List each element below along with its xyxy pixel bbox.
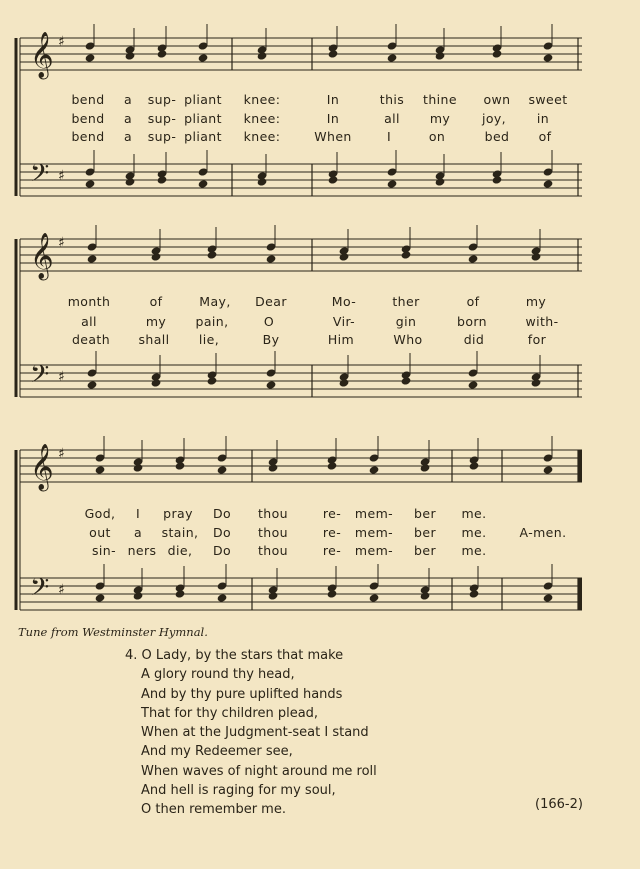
- note-head: [266, 380, 277, 389]
- lyric-syllable: my: [429, 111, 451, 126]
- note-head: [543, 53, 554, 62]
- lyric-syllable: out: [89, 525, 111, 540]
- lyric-syllable: Do: [212, 543, 232, 558]
- bass-clef-icon: 𝄢: [30, 573, 50, 608]
- lyric-syllable: thou: [258, 525, 288, 540]
- lyric-syllable: in: [536, 111, 550, 126]
- verse-line: When at the Judgment-seat I stand: [141, 725, 369, 741]
- lyric-syllable: thine: [423, 92, 457, 107]
- lyric-syllable: a: [123, 92, 133, 107]
- lyric-syllable: Him: [327, 332, 355, 347]
- note-head: [87, 254, 98, 263]
- note-head: [175, 589, 186, 598]
- lyric-syllable: for: [527, 332, 547, 347]
- lyric-syllable: bend: [71, 129, 105, 144]
- lyric-line: [0, 111, 640, 129]
- verse-4: [125, 646, 377, 820]
- tune-credit: Tune from Westminster Hymnal.: [18, 625, 208, 639]
- lyric-syllable: gin: [395, 314, 417, 329]
- lyric-syllable: with-: [525, 314, 559, 329]
- note-head: [125, 51, 136, 60]
- note-head: [151, 378, 162, 387]
- lyric-syllable: In: [326, 92, 340, 107]
- note-head: [401, 250, 412, 259]
- page-number: (166-2): [535, 797, 583, 812]
- note-head: [531, 252, 542, 261]
- lyric-syllable: all: [384, 111, 400, 126]
- lyric-syllable: on: [428, 129, 446, 144]
- lyric-syllable: sweet: [528, 92, 568, 107]
- note-head: [492, 175, 503, 184]
- lyric-syllable: born: [456, 314, 488, 329]
- lyric-syllable: bend: [71, 92, 105, 107]
- note-head: [492, 49, 503, 58]
- bass-clef-icon: 𝄢: [30, 159, 50, 194]
- verse-line: And my Redeemer see,: [141, 744, 293, 760]
- lyric-syllable: die,: [167, 543, 193, 558]
- verse-line: 4. O Lady, by the stars that make: [125, 648, 344, 663]
- note-head: [217, 465, 228, 474]
- lyric-syllable: In: [326, 111, 340, 126]
- lyric-syllable: pliant: [184, 111, 222, 126]
- lyric-syllable: all: [81, 314, 97, 329]
- note-head: [268, 591, 279, 600]
- lyric-syllable: sup-: [147, 111, 177, 126]
- lyric-line: [0, 525, 640, 543]
- lyric-syllable: knee:: [243, 92, 281, 107]
- note-head: [531, 378, 542, 387]
- note-head: [157, 175, 168, 184]
- note-head: [198, 179, 209, 188]
- lyric-syllable: Do: [212, 525, 232, 540]
- lyric-syllable: Who: [393, 332, 423, 347]
- lyric-syllable: Dear: [255, 294, 287, 309]
- lyric-line: [0, 543, 640, 561]
- note-head: [266, 254, 277, 263]
- note-head: [257, 177, 268, 186]
- key-signature-sharp: ♯: [58, 369, 65, 385]
- lyric-syllable: a: [123, 129, 133, 144]
- lyric-syllable: I: [135, 506, 141, 521]
- note-head: [268, 463, 279, 472]
- lyric-syllable: my: [145, 314, 167, 329]
- note-head: [207, 376, 218, 385]
- key-signature-sharp: ♯: [58, 235, 65, 251]
- note-head: [257, 51, 268, 60]
- note-head: [387, 179, 398, 188]
- lyric-line: [0, 92, 640, 110]
- lyric-syllable: ber: [414, 543, 436, 558]
- lyric-syllable: month: [67, 294, 111, 309]
- lyric-line: [0, 506, 640, 524]
- lyric-syllable: sin-: [91, 543, 117, 558]
- note-head: [435, 51, 446, 60]
- note-head: [157, 49, 168, 58]
- note-head: [328, 175, 339, 184]
- lyric-syllable: sup-: [147, 92, 177, 107]
- lyric-syllable: knee:: [243, 129, 281, 144]
- lyric-syllable: lie,: [198, 332, 220, 347]
- lyric-syllable: ber: [414, 525, 436, 540]
- key-signature-sharp: ♯: [58, 582, 65, 598]
- lyric-line: [0, 294, 640, 312]
- note-head: [207, 250, 218, 259]
- lyric-syllable: sup-: [147, 129, 177, 144]
- note-head: [468, 254, 479, 263]
- lyric-syllable: me.: [461, 543, 487, 558]
- lyric-syllable: mem-: [354, 525, 394, 540]
- lyric-syllable: thou: [258, 543, 288, 558]
- lyric-syllable: O: [263, 314, 275, 329]
- verse-line: When waves of night around me roll: [141, 763, 377, 779]
- lyric-syllable: of: [466, 294, 480, 309]
- lyric-syllable: ber: [414, 506, 436, 521]
- lyric-syllable: I: [386, 129, 392, 144]
- lyric-syllable: death: [71, 332, 111, 347]
- lyric-syllable: When: [314, 129, 352, 144]
- lyric-line: [0, 129, 640, 147]
- lyric-syllable: re-: [322, 543, 342, 558]
- lyric-syllable: May,: [199, 294, 231, 309]
- lyric-syllable: of: [538, 129, 552, 144]
- lyric-syllable: this: [379, 92, 405, 107]
- lyric-syllable: A-men.: [519, 525, 567, 540]
- bass-clef-icon: 𝄢: [30, 360, 50, 395]
- note-head: [369, 465, 380, 474]
- lyric-syllable: re-: [322, 525, 342, 540]
- lyric-syllable: did: [463, 332, 485, 347]
- note-head: [133, 463, 144, 472]
- lyric-line: [0, 314, 640, 332]
- lyric-syllable: ners: [127, 543, 157, 558]
- note-head: [327, 461, 338, 470]
- note-head: [87, 380, 98, 389]
- note-head: [85, 53, 96, 62]
- lyric-syllable: Vir-: [332, 314, 356, 329]
- note-head: [435, 177, 446, 186]
- note-head: [95, 465, 106, 474]
- lyric-syllable: Do: [212, 506, 232, 521]
- note-head: [468, 380, 479, 389]
- lyric-syllable: joy,: [481, 111, 507, 126]
- lyric-syllable: By: [262, 332, 280, 347]
- note-head: [151, 252, 162, 261]
- note-head: [543, 465, 554, 474]
- treble-clef-icon: 𝄞: [30, 444, 54, 490]
- verse-line: A glory round thy head,: [141, 667, 295, 683]
- lyric-syllable: me.: [461, 525, 487, 540]
- lyric-syllable: mem-: [354, 543, 394, 558]
- lyric-syllable: own: [483, 92, 511, 107]
- lyric-syllable: knee:: [243, 111, 281, 126]
- treble-clef-icon: 𝄞: [30, 233, 54, 279]
- note-head: [125, 177, 136, 186]
- note-head: [328, 49, 339, 58]
- lyric-syllable: bed: [484, 129, 510, 144]
- note-head: [95, 593, 106, 602]
- lyric-syllable: my: [525, 294, 547, 309]
- lyric-syllable: pliant: [184, 129, 222, 144]
- lyric-syllable: pliant: [184, 92, 222, 107]
- note-head: [217, 593, 228, 602]
- verse-line: O then remember me.: [141, 802, 286, 818]
- lyric-syllable: pain,: [195, 314, 229, 329]
- note-head: [339, 252, 350, 261]
- lyric-syllable: shall: [138, 332, 170, 347]
- note-head: [369, 593, 380, 602]
- note-head: [339, 378, 350, 387]
- treble-clef-icon: 𝄞: [30, 32, 54, 78]
- lyric-line: [0, 332, 640, 350]
- note-head: [401, 376, 412, 385]
- lyric-syllable: stain,: [161, 525, 199, 540]
- note-head: [387, 53, 398, 62]
- note-head: [469, 461, 480, 470]
- lyric-syllable: a: [123, 111, 133, 126]
- note-head: [175, 461, 186, 470]
- lyric-syllable: Mo-: [331, 294, 357, 309]
- lyric-syllable: ther: [392, 294, 420, 309]
- verse-line: And hell is raging for my soul,: [141, 783, 336, 799]
- lyric-syllable: me.: [461, 506, 487, 521]
- note-head: [420, 591, 431, 600]
- key-signature-sharp: ♯: [58, 168, 65, 184]
- key-signature-sharp: ♯: [58, 34, 65, 50]
- lyric-syllable: thou: [258, 506, 288, 521]
- lyric-syllable: pray: [163, 506, 193, 521]
- lyric-syllable: mem-: [354, 506, 394, 521]
- note-head: [469, 589, 480, 598]
- note-head: [420, 463, 431, 472]
- note-head: [198, 53, 209, 62]
- lyric-syllable: re-: [322, 506, 342, 521]
- lyric-syllable: of: [149, 294, 163, 309]
- lyric-syllable: God,: [84, 506, 116, 521]
- verse-line: That for thy children plead,: [141, 705, 319, 721]
- lyric-syllable: bend: [71, 111, 105, 126]
- note-head: [543, 593, 554, 602]
- note-head: [543, 179, 554, 188]
- note-head: [133, 591, 144, 600]
- verse-line: And by thy pure uplifted hands: [141, 686, 343, 702]
- note-head: [327, 589, 338, 598]
- key-signature-sharp: ♯: [58, 446, 65, 462]
- note-head: [85, 179, 96, 188]
- lyric-syllable: a: [133, 525, 143, 540]
